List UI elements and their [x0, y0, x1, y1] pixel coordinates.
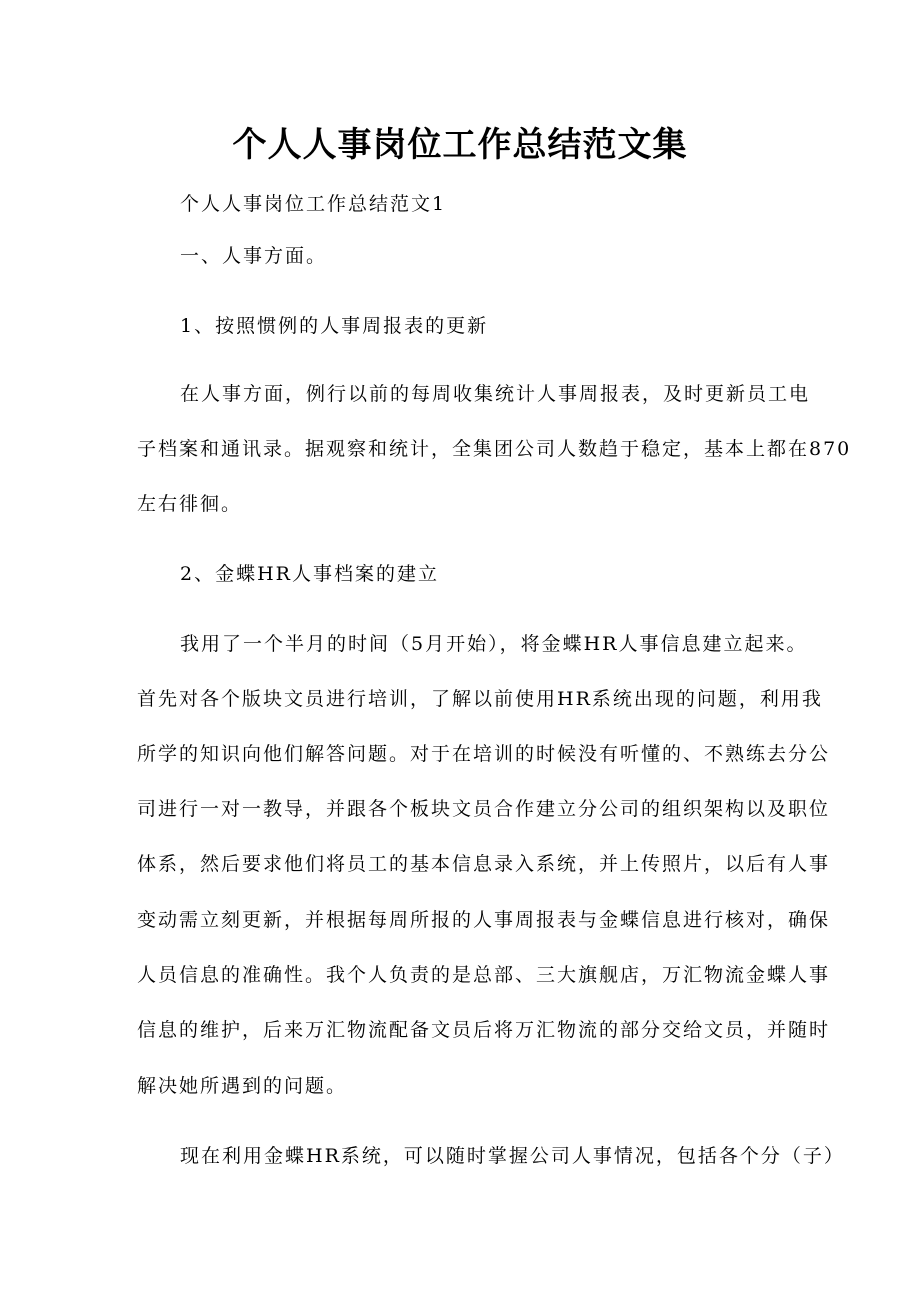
document-title: 个人人事岗位工作总结范文集: [232, 125, 688, 165]
paragraph-line: 首先对各个版块文员进行培训，了解以前使用HR系统出现的问题，利用我: [137, 688, 823, 710]
paragraph-line: 体系，然后要求他们将员工的基本信息录入系统，并上传照片，以后有人事: [137, 853, 831, 875]
document-subtitle: 个人人事岗位工作总结范文1: [180, 193, 447, 215]
paragraph-line: 信息的维护，后来万汇物流配备文员后将万汇物流的部分交给文员，并随时: [137, 1019, 831, 1041]
paragraph-line: 所学的知识向他们解答问题。对于在培训的时候没有听懂的、不熟练去分公: [137, 743, 831, 765]
section-heading: 一、人事方面。: [180, 245, 328, 267]
paragraph-line: 变动需立刻更新，并根据每周所报的人事周报表与金蝶信息进行核对，确保: [137, 909, 831, 931]
paragraph-line: 司进行一对一教导，并跟各个板块文员合作建立分公司的组织架构以及职位: [137, 798, 831, 820]
paragraph-line: 子档案和通讯录。据观察和统计，全集团公司人数趋于稳定，基本上都在870: [137, 438, 852, 460]
item1-heading: 1、按照惯例的人事周报表的更新: [180, 315, 489, 337]
paragraph-line: 我用了一个半月的时间（5月开始），将金蝶HR人事信息建立起来。: [180, 633, 808, 655]
paragraph-line: 人员信息的准确性。我个人负责的是总部、三大旗舰店，万汇物流金蝶人事: [137, 964, 831, 986]
closing-line: 现在利用金蝶HR系统，可以随时掌握公司人事情况，包括各个分（子）: [180, 1145, 845, 1167]
item2-heading: 2、金蝶HR人事档案的建立: [180, 563, 439, 585]
paragraph-line: 左右徘徊。: [137, 493, 243, 515]
paragraph-line: 解决她所遇到的问题。: [137, 1075, 348, 1097]
paragraph-line: 在人事方面，例行以前的每周收集统计人事周报表，及时更新员工电: [180, 383, 811, 405]
